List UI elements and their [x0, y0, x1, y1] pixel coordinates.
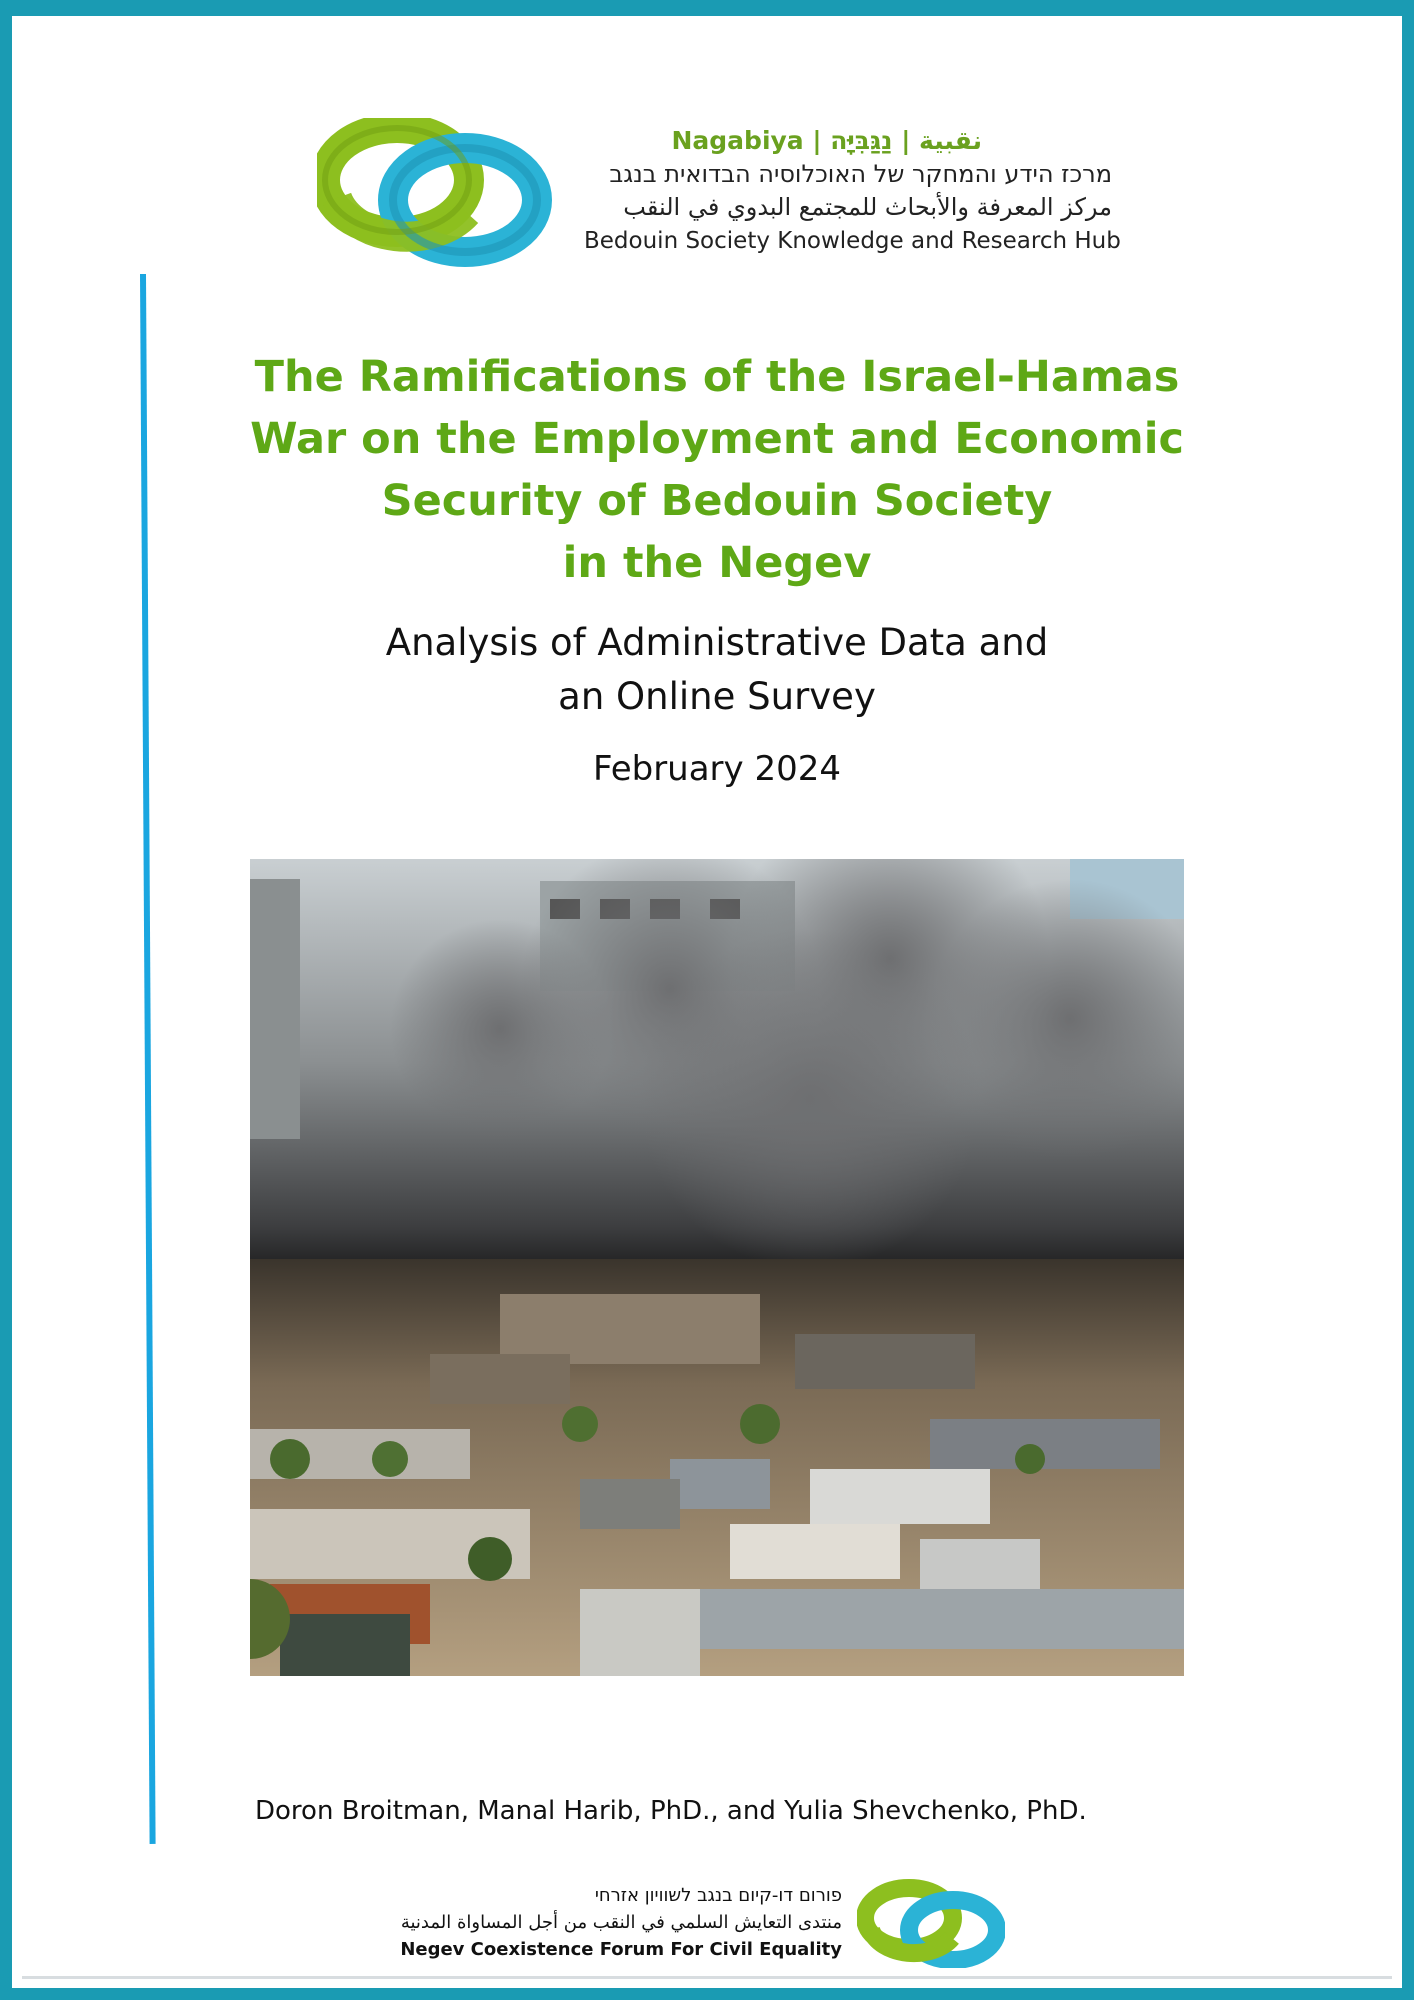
report-date: February 2024 [593, 749, 841, 789]
left-vertical-rule [140, 274, 156, 1844]
forum-hebrew-line: פורום דו-קיום בנגב לשוויון אזרחי [594, 1885, 842, 1906]
subtitle-line-1: Analysis of Administrative Data and [385, 621, 1049, 664]
report-title [242, 346, 1192, 594]
title-line-1: The Ramifications of the Israel-Hamas [254, 352, 1180, 402]
bottom-divider [22, 1976, 1392, 1979]
negev-forum-logo-icon [857, 1878, 1005, 1968]
forum-english-line: Negev Coexistence Forum For Civil Equality [400, 1939, 842, 1960]
logo-name-line: Nagabiya | نقبية | נַגַּבִּיָּה [671, 126, 982, 155]
title-line-2: War on the Employment and Economic [250, 414, 1184, 464]
report-subtitle [242, 616, 1192, 724]
cover-photo-image [250, 859, 1184, 1676]
logo-hebrew-line: מרכז הידע והמחקר של האוכלוסיה הבדואית בנגב [609, 160, 1112, 188]
forum-arabic-line: منتدى التعايش السلمي في النقب من أجل المساواة المدنية [400, 1912, 842, 1933]
nagabiya-logo-text [572, 124, 1121, 258]
subtitle-line-2: an Online Survey [558, 675, 876, 718]
logo-arabic-line: مركز المعرفة والأبحاث للمجتمع البدوي في النقب [623, 193, 1112, 221]
title-line-4: in the Negev [562, 538, 872, 588]
nagabiya-logo-icon [317, 118, 552, 268]
negev-forum-logo-text [382, 1882, 842, 1964]
report-cover-page [12, 16, 1402, 1988]
logo-english-line: Bedouin Society Knowledge and Research Hub [584, 228, 1121, 254]
title-line-3: Security of Bedouin Society [381, 476, 1053, 526]
report-authors: Doron Broitman, Manal Harib, PhD., and Yulia Shevchenko, PhD. [255, 1796, 1087, 1826]
